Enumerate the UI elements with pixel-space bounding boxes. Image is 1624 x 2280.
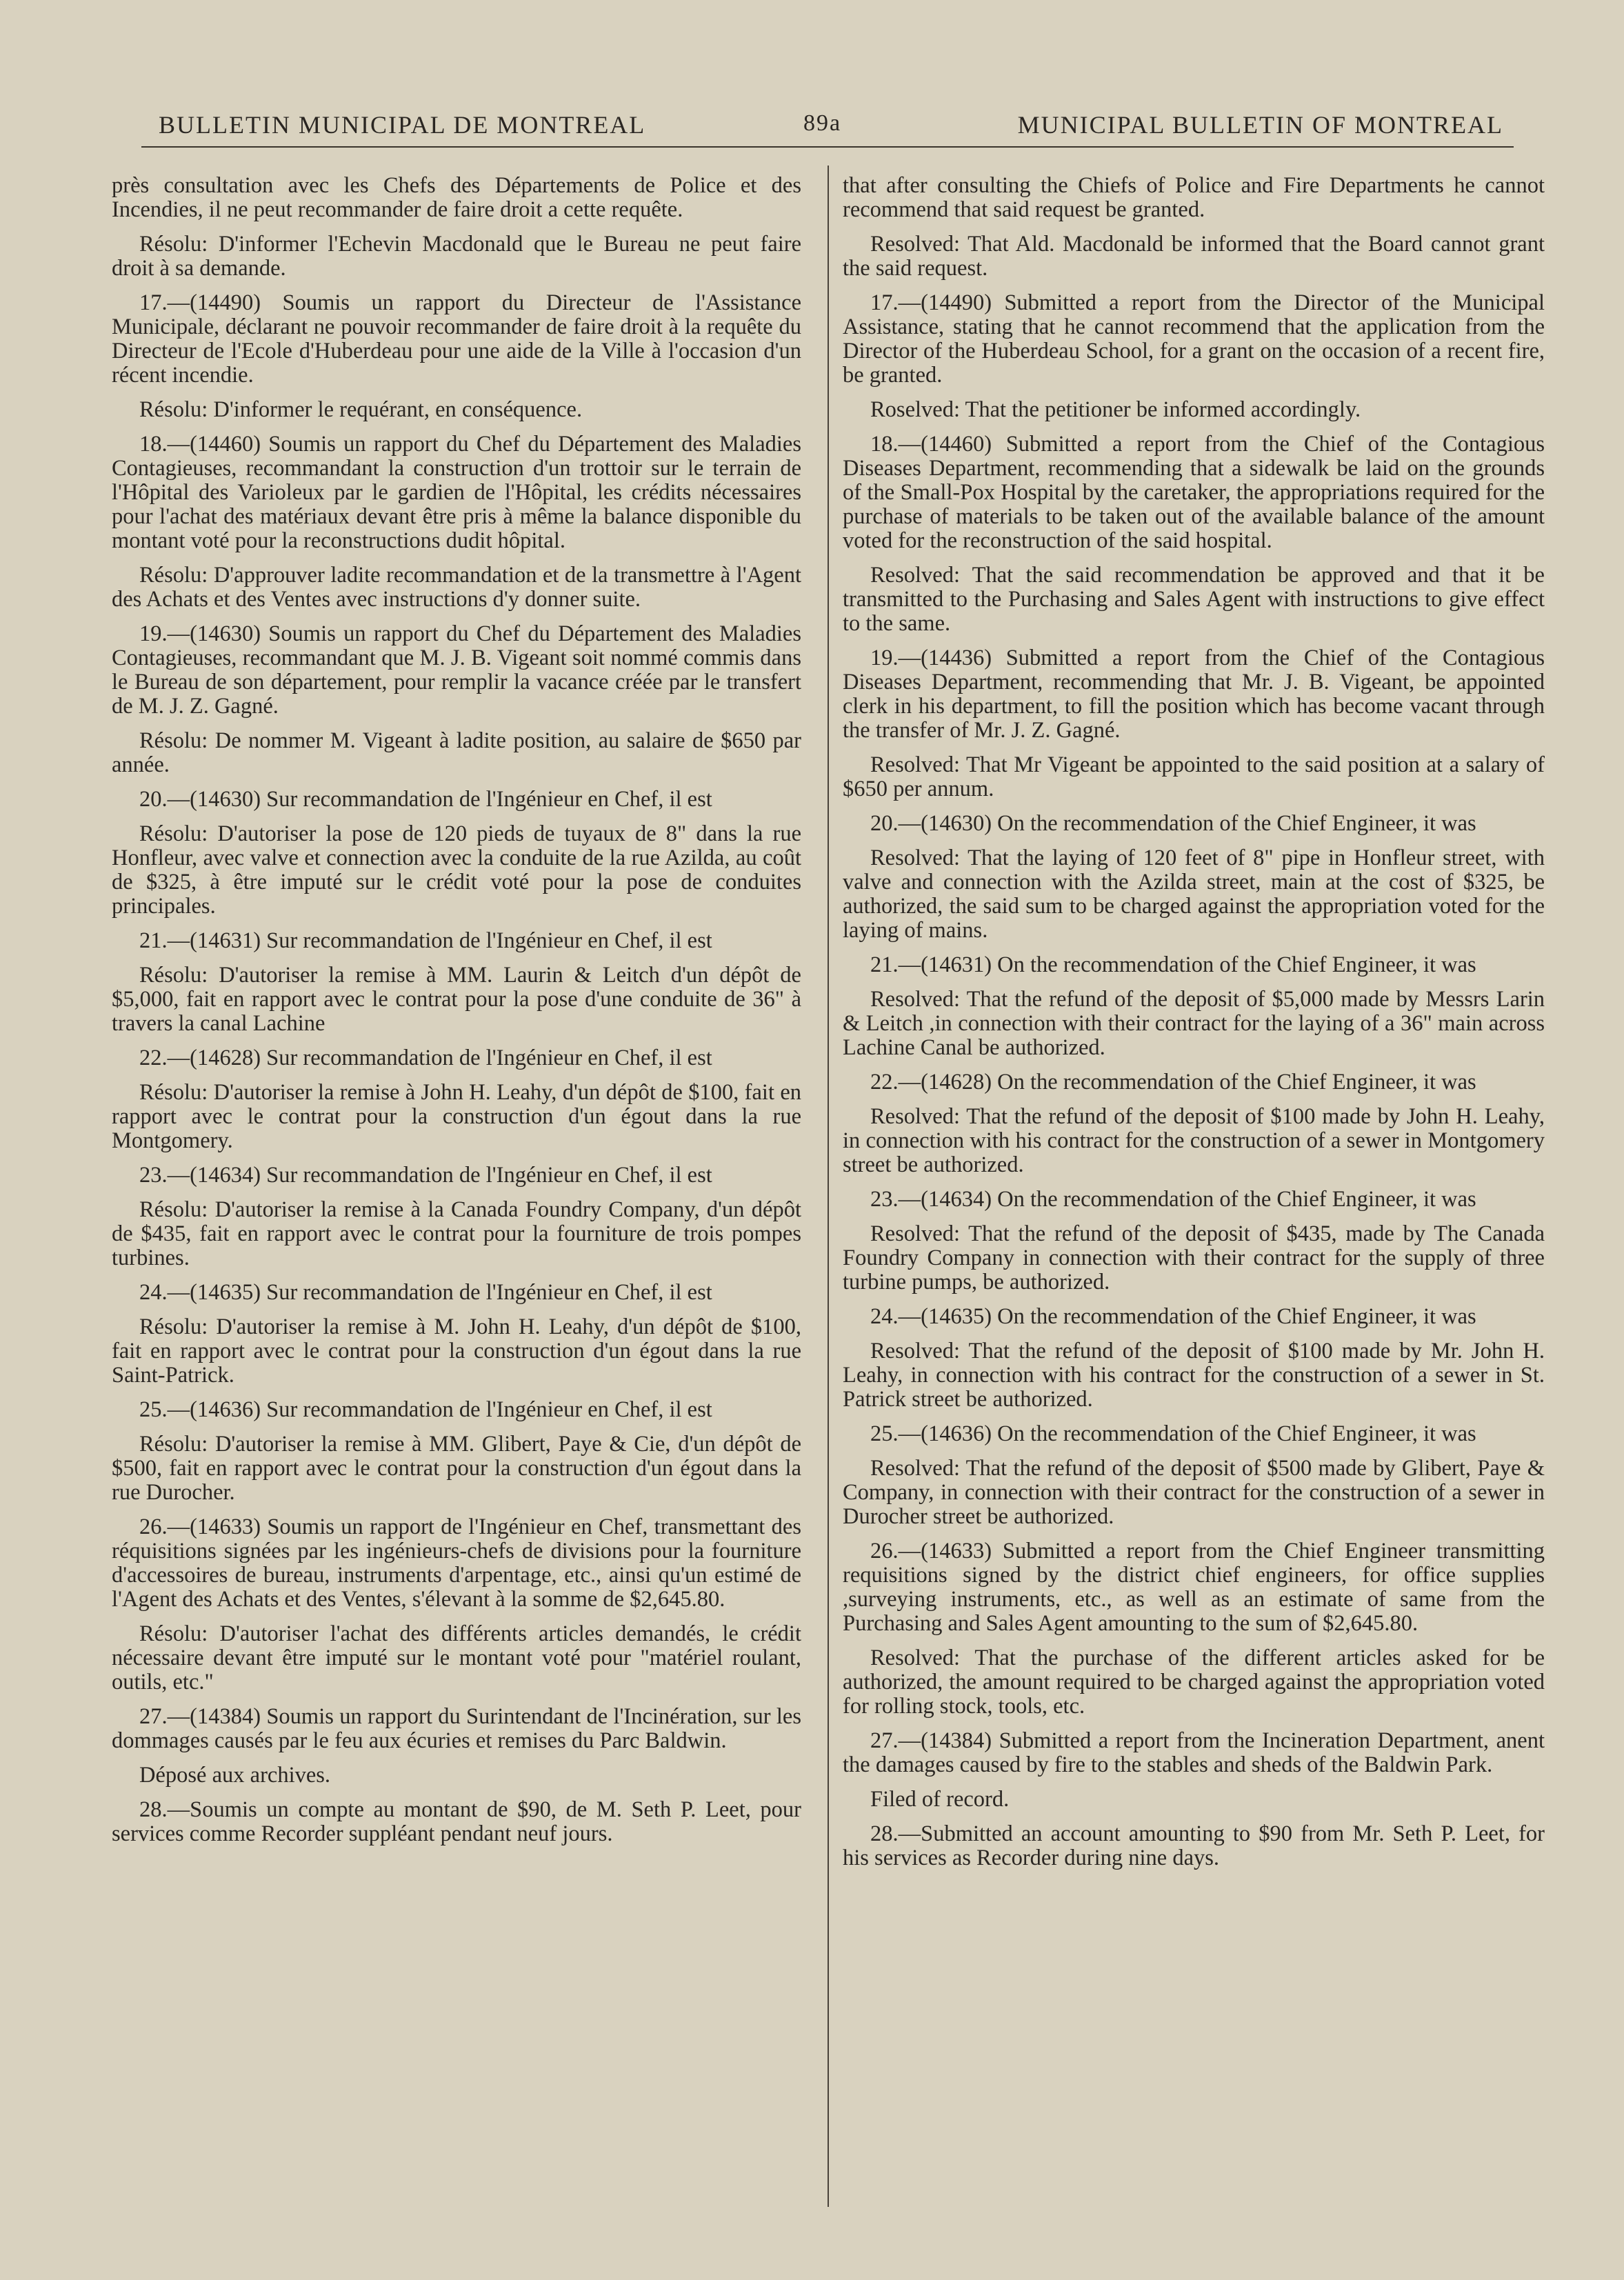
header-french-title: BULLETIN MUNICIPAL DE MONTREAL bbox=[159, 111, 646, 139]
paragraph: 18.—(14460) Soumis un rapport du Chef du Département des Maladies Contagieuses, recommandant la construction d'un trottoir sur le terrain de l'Hôpital des Varioleux par le gardien de l'Hôpital, les crédits nécessaires pour l'achat des matériaux devant être pris à même la balance disponible du montant voté pour la reconstructions dudit hôpital. bbox=[112, 432, 801, 553]
paragraph: 22.—(14628) On the recommendation of the Chief Engineer, it was bbox=[870, 1070, 1476, 1094]
paragraph: 21.—(14631) Sur recommandation de l'Ingénieur en Chef, il est bbox=[139, 928, 712, 953]
paragraph: Resolved: That the refund of the deposit of $100 made by Mr. John H. Leahy, in connection with his contract for the construction of a sewer in St. Patrick street be authorized. bbox=[843, 1339, 1545, 1412]
paragraph: 19.—(14630) Soumis un rapport du Chef du Département des Maladies Contagieuses, recommandant que M. J. B. Vigeant soit nommé commis dans le Bureau de son département, pour remplir la vacance créée par le transfert de M. J. Z. Gagné. bbox=[112, 621, 801, 719]
paragraph: Résolu: D'autoriser l'achat des différents articles demandés, le crédit nécessaire devant être imputé sur le montant voté pour "matériel roulant, outils, etc." bbox=[112, 1621, 801, 1694]
paragraph: 23.—(14634) Sur recommandation de l'Ingénieur en Chef, il est bbox=[139, 1163, 712, 1188]
paragraph: that after consulting the Chiefs of Police and Fire Departments he cannot recommend that said request be granted. bbox=[843, 173, 1545, 222]
page-number: 89a bbox=[803, 110, 842, 136]
paragraph: Résolu: D'informer le requérant, en conséquence. bbox=[139, 397, 583, 422]
paragraph: Résolu: D'informer l'Echevin Macdonald que le Bureau ne peut faire droit à sa demande. bbox=[112, 232, 801, 281]
paragraph: Déposé aux archives. bbox=[139, 1763, 331, 1788]
paragraph: 28.—Submitted an account amounting to $90 from Mr. Seth P. Leet, for his services as Recorder during nine days. bbox=[843, 1821, 1545, 1870]
paragraph: 19.—(14436) Submitted a report from the Chief of the Contagious Diseases Department, recommending that Mr. J. B. Vigeant, be appointed clerk in his department, to fill the position which has become vacant through the transfer of Mr. J. Z. Gagné. bbox=[843, 646, 1545, 743]
column-divider bbox=[828, 166, 829, 2207]
paragraph: 24.—(14635) On the recommendation of the Chief Engineer, it was bbox=[870, 1304, 1476, 1329]
paragraph: Resolved: That the refund of the deposit of $5,000 made by Messrs Larin & Leitch ,in connection with their contract for the laying of a 36" main across Lachine Canal be authorized. bbox=[843, 987, 1545, 1060]
paragraph: 17.—(14490) Soumis un rapport du Directeur de l'Assistance Municipale, déclarant ne pouvoir recommander de faire droit à la requête du Directeur de l'Ecole d'Huberdeau pour une aide de la Ville à l'occasion d'un récent incendie. bbox=[112, 290, 801, 388]
paragraph: Resolved: That the refund of the deposit of $500 made by Glibert, Paye & Company, in connection with their contract for the construction of a sewer in Durocher street be authorized. bbox=[843, 1456, 1545, 1529]
english-column bbox=[843, 174, 1545, 1881]
paragraph: 17.—(14490) Submitted a report from the Director of the Municipal Assistance, stating that he cannot recommend that the application from the Director of the Huberdeau School, for a grant on the occasion of a recent fire, be granted. bbox=[843, 290, 1545, 388]
paragraph: Resolved: That the said recommendation be approved and that it be transmitted to the Purchasing and Sales Agent with instructions to give effect to the same. bbox=[843, 563, 1545, 636]
paragraph: 28.—Soumis un compte au montant de $90, de M. Seth P. Leet, pour services comme Recorder suppléant pendant neuf jours. bbox=[112, 1797, 801, 1846]
paragraph: Résolu: D'autoriser la pose de 120 pieds de tuyaux de 8" dans la rue Honfleur, avec valve et connection avec la conduite de la rue Azilda, au coût de $325, à être imputé sur le crédit voté pour la pose de conduites principales. bbox=[112, 821, 801, 919]
paragraph: Resolved: That the purchase of the different articles asked for be authorized, the amount required to be charged against the appropriation voted for rolling stock, tools, etc. bbox=[843, 1646, 1545, 1719]
paragraph: Résolu: D'autoriser la remise à MM. Glibert, Paye & Cie, d'un dépôt de $500, fait en rapport avec le contrat pour la construction d'un égout dans la rue Durocher. bbox=[112, 1432, 801, 1505]
paragraph: 25.—(14636) Sur recommandation de l'Ingénieur en Chef, il est bbox=[139, 1397, 712, 1422]
paragraph: 24.—(14635) Sur recommandation de l'Ingénieur en Chef, il est bbox=[139, 1280, 712, 1305]
paragraph: près consultation avec les Chefs des Départements de Police et des Incendies, il ne peut recommander de faire droit a cette requête. bbox=[112, 173, 801, 222]
paragraph: 25.—(14636) On the recommendation of the Chief Engineer, it was bbox=[870, 1421, 1476, 1446]
paragraph: Résolu: D'autoriser la remise à M. John H. Leahy, d'un dépôt de $100, fait en rapport avec le contrat pour la construction d'un égout dans la rue Saint-Patrick. bbox=[112, 1314, 801, 1388]
paragraph: Filed of record. bbox=[870, 1787, 1010, 1812]
paragraph: Resolved: That the refund of the deposit of $435, made by The Canada Foundry Company in connection with their contract for the supply of three turbine pumps, be authorized. bbox=[843, 1221, 1545, 1294]
paragraph: 26.—(14633) Soumis un rapport de l'Ingénieur en Chef, transmettant des réquisitions signées par les ingénieurs-chefs de divisions pour la fourniture d'accessoires de bureau, instruments d'arpentage, etc., ainsi qu'un estimé de l'Agent des Achats et des Ventes, s'élevant à la somme de $2,645.80. bbox=[112, 1514, 801, 1612]
paragraph: Resolved: That Mr Vigeant be appointed to the said position at a salary of $650 per annum. bbox=[843, 752, 1545, 801]
header-rule bbox=[141, 146, 1514, 148]
paragraph: 22.—(14628) Sur recommandation de l'Ingénieur en Chef, il est bbox=[139, 1046, 712, 1070]
paragraph: Résolu: D'autoriser la remise à MM. Laurin & Leitch d'un dépôt de $5,000, fait en rapport avec le contrat pour la pose d'une conduite de 36" à travers la canal Lachine bbox=[112, 963, 801, 1036]
french-column bbox=[112, 174, 801, 1857]
paragraph: 27.—(14384) Soumis un rapport du Surintendant de l'Incinération, sur les dommages causés par le feu aux écuries et remises du Parc Baldwin. bbox=[112, 1704, 801, 1753]
paragraph: 18.—(14460) Submitted a report from the Chief of the Contagious Diseases Department, recommending that a sidewalk be laid on the grounds of the Small-Pox Hospital by the caretaker, the appropriations required for the purchase of materials to be taken out of the available balance of the amount voted for the reconstruction of the said hospital. bbox=[843, 432, 1545, 553]
paragraph: Roselved: That the petitioner be informed accordingly. bbox=[870, 397, 1361, 422]
paragraph: Resolved: That the laying of 120 feet of 8" pipe in Honfleur street, with valve and connection with the Azilda street, main at the cost of $325, be authorized, the said sum to be charged against the appropriation voted for the laying of mains. bbox=[843, 846, 1545, 943]
page-header bbox=[152, 103, 1503, 145]
header-english-title: MUNICIPAL BULLETIN OF MONTREAL bbox=[1017, 111, 1503, 139]
paragraph: 23.—(14634) On the recommendation of the Chief Engineer, it was bbox=[870, 1187, 1476, 1212]
paragraph: Résolu: D'approuver ladite recommandation et de la transmettre à l'Agent des Achats et des Ventes avec instructions d'y donner suite. bbox=[112, 563, 801, 612]
paragraph: 27.—(14384) Submitted a report from the Incineration Department, anent the damages caused by fire to the stables and sheds of the Baldwin Park. bbox=[843, 1728, 1545, 1777]
paragraph: 20.—(14630) On the recommendation of the Chief Engineer, it was bbox=[870, 811, 1476, 836]
paragraph: 20.—(14630) Sur recommandation de l'Ingénieur en Chef, il est bbox=[139, 787, 712, 812]
paragraph: Résolu: D'autoriser la remise à la Canada Foundry Company, d'un dépôt de $435, fait en rapport avec le contrat pour la fourniture de trois pompes turbines. bbox=[112, 1197, 801, 1270]
paragraph: Resolved: That the refund of the deposit of $100 made by John H. Leahy, in connection with his contract for the construction of a sewer in Montgomery street be authorized. bbox=[843, 1104, 1545, 1177]
paragraph: Résolu: De nommer M. Vigeant à ladite position, au salaire de $650 par année. bbox=[112, 728, 801, 777]
paragraph: 21.—(14631) On the recommendation of the Chief Engineer, it was bbox=[870, 952, 1476, 977]
paragraph: Résolu: D'autoriser la remise à John H. Leahy, d'un dépôt de $100, fait en rapport avec le contrat pour la construction d'un égout dans la rue Montgomery. bbox=[112, 1080, 801, 1153]
paragraph: Resolved: That Ald. Macdonald be informed that the Board cannot grant the said request. bbox=[843, 232, 1545, 281]
paragraph: 26.—(14633) Submitted a report from the Chief Engineer transmitting requisitions signed by the district chief engineers, for office supplies ,surveying instruments, etc., as well as an estimate of same from the Purchasing and Sales Agent amounting to the sum of $2,645.80. bbox=[843, 1539, 1545, 1636]
